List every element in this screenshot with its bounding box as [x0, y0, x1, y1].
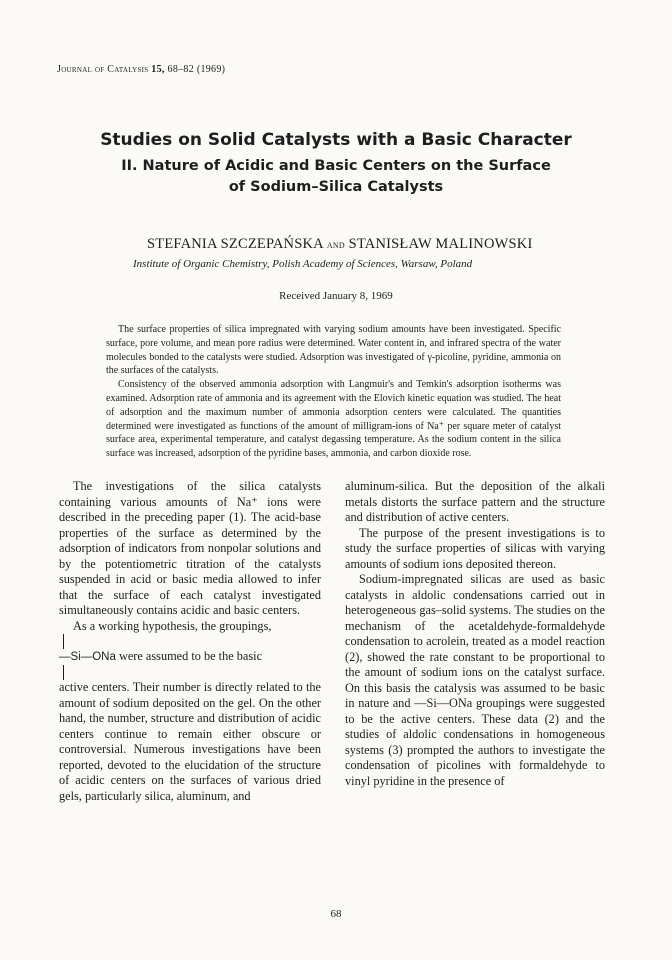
body-column-left [59, 479, 321, 804]
body-paragraph: As a working hypothesis, the groupings, [73, 618, 272, 633]
affiliation: Institute of Organic Chemistry, Polish Academy of Sciences, Warsaw, Poland [133, 258, 473, 270]
body-paragraph: active centers. Their number is directly related to the amount of sodium deposited on the gel. On the other hand, the number, structure and distribution of acidic centers continue to remain either obscure or controversial. Numerous investigations have been reported, devoted to the elucidation of the structure of acidic centers on the surfaces of various dried gels, particularly silica, aluminum, and [59, 680, 321, 803]
journal-header [57, 64, 225, 75]
formula-symbol: —Si—ONa [59, 651, 116, 663]
body-paragraph: Sodium-impregnated silicas are used as basic catalysts in aldolic condensations carried out in heterogeneous gas–solid systems. The studies on the mechanism of the acetaldehyde-formaldehyde condensation to acrolein, treated as a model reaction (2), showed the rate constant to be proportional to the amount of sodium ions on the catalyst surface. On this basis the catalysis was assumed to be basic in nature and —Si—ONa groupings were suggested to be the active centers. These data (2) and the studies of aldolic condensations in homogeneous systems (3) prompted the authors to investigate the condensation of picolines with formaldehyde to vinyl pyridine in the presence of [345, 572, 605, 788]
authors [147, 236, 532, 253]
author-1: STEFANIA SZCZEPAŃSKA [147, 236, 324, 252]
author-2: STANISŁAW MALINOWSKI [348, 236, 533, 252]
body-paragraph: aluminum-silica. But the deposition of the alkali metals distorts the surface pattern and the structure and distribution of active centers. [345, 479, 605, 524]
abstract-paragraph-2: Consistency of the observed ammonia adsorption with Langmuir's and Temkin's adsorption isotherms was examined. Adsorption rate of ammonia and its agreement with the Elovich kinetic equation was studied. The heat of adsorption and the maximum number of ammonia adsorption centers were calculated. The quantities determined were investigated as functions of the amount of milligram-ions of Na⁺ per square meter of catalyst surface area, experimental temperature, and catalyst degassing temperature. As the sodium content in the silica surface was increased, adsorption of the pyridine bases, ammonia, and carbon dioxide rose. [106, 379, 561, 460]
abstract [106, 323, 561, 461]
abstract-paragraph-1: The surface properties of silica impregnated with varying sodium amounts have been investigated. Specific surface, pore volume, and mean pore radius were determined. Water content in, and infrared spectra of the water molecules bonded to the catalysts were studied. Adsorption was investigated of γ-picoline, pyridine, ammonia on the surfaces of the catalysts. [106, 324, 561, 377]
paper-title: Studies on Solid Catalysts with a Basic Character [100, 130, 572, 150]
paper-subtitle-line-2: of Sodium–Silica Catalysts [228, 179, 444, 195]
journal-volume: 15, [151, 64, 165, 75]
body-paragraph: The purpose of the present investigations is to study the surface properties of silicas with varying amounts of sodium ions deposited thereon. [345, 525, 605, 571]
journal-pages: 68–82 (1969) [167, 64, 226, 75]
paper-subtitle-line-1: II. Nature of Acidic and Basic Centers on the Surface [121, 158, 551, 174]
body-paragraph: The investigations of the silica catalysts containing various amounts of Na⁺ ions were described in the preceding paper (1). The acid-base properties of the surface as determined by the adsorption of indicators from nonpolar solutions and by the potentiometric titration of the catalysts suspended in acid or basic media allowed to infer that the surface of each catalyst investigated simultaneously contains acidic and basic centers. [59, 479, 321, 617]
formula-row [59, 649, 262, 666]
page-number: 68 [330, 908, 342, 920]
silanolate-formula [59, 634, 321, 680]
title-block [0, 128, 672, 197]
formula-trailing-text: were assumed to be the basic [115, 649, 263, 663]
author-conjunction: and [326, 237, 345, 251]
received-date: Received January 8, 1969 [279, 290, 393, 302]
journal-name: Journal of Catalysis [57, 64, 149, 75]
formula-bond-bottom [63, 665, 64, 680]
body-column-right [345, 479, 605, 789]
formula-bond-top [63, 634, 64, 649]
